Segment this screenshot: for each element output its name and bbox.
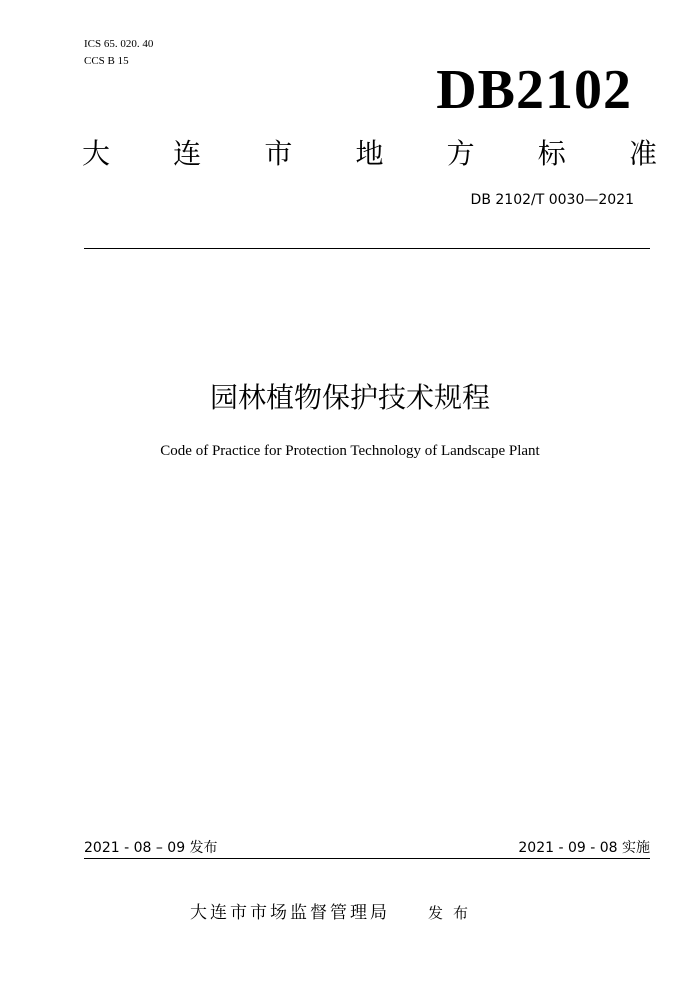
standard-type-char: 准 bbox=[628, 137, 657, 170]
issuer-row bbox=[190, 901, 478, 925]
standard-type-char: 标 bbox=[537, 137, 566, 170]
standard-type-char: 方 bbox=[446, 137, 475, 170]
standard-type-char: 连 bbox=[173, 137, 202, 170]
ccs-code: CCS B 15 bbox=[84, 55, 129, 67]
implementation-date: 2021 - 09 - 08 实施 bbox=[518, 840, 650, 856]
footer-divider bbox=[84, 858, 650, 859]
standard-type-char: 大 bbox=[82, 137, 111, 170]
standard-code: DB2102 bbox=[436, 59, 632, 121]
issuing-authority: 大连市市场监督管理局 bbox=[190, 903, 390, 923]
document-title-chinese: 园林植物保护技术规程 bbox=[209, 381, 490, 414]
standard-type-char: 市 bbox=[264, 137, 293, 170]
header-divider bbox=[84, 248, 650, 249]
standard-type bbox=[82, 134, 657, 174]
standard-number: DB 2102/T 0030—2021 bbox=[470, 192, 634, 208]
issue-date: 2021 - 08 – 09 发布 bbox=[84, 840, 218, 856]
ics-code: ICS 65. 020. 40 bbox=[84, 38, 154, 50]
standard-type-char: 地 bbox=[355, 137, 384, 170]
document-title-english: Code of Practice for Protection Technology of Landscape Plant bbox=[160, 443, 540, 459]
issue-label: 发布 bbox=[428, 904, 479, 922]
